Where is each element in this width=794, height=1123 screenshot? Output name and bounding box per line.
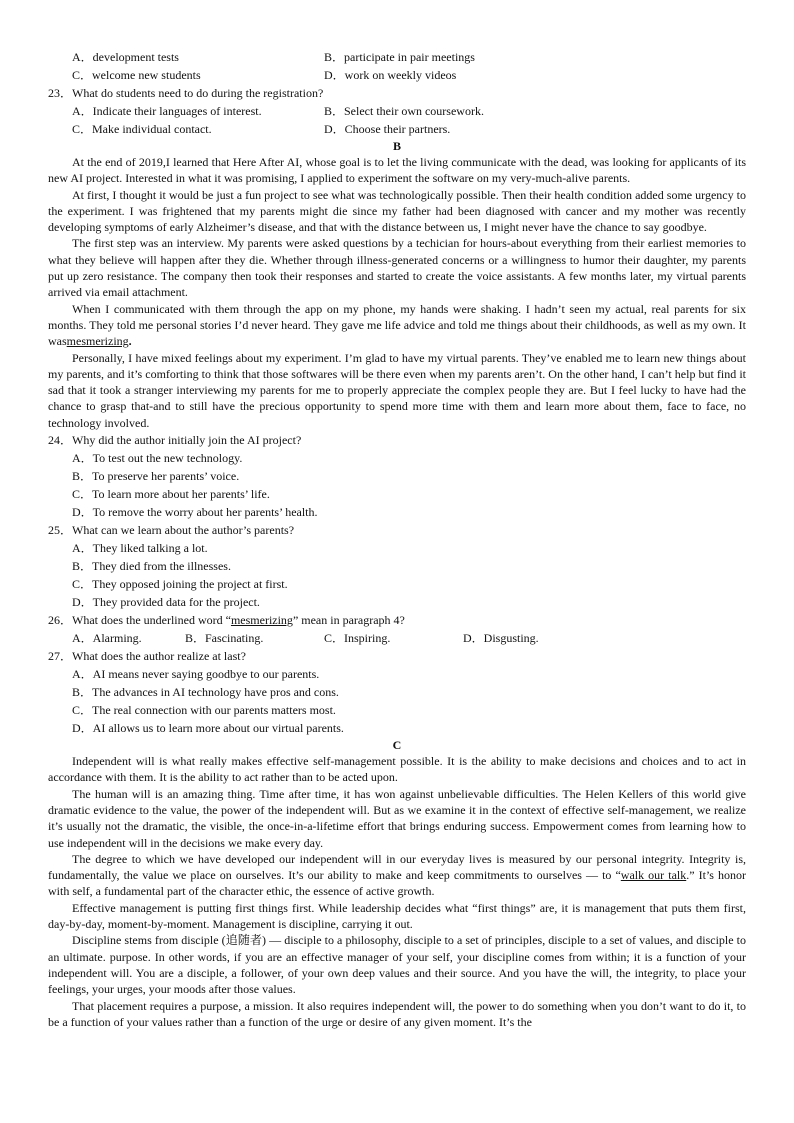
underlined-phrase-walk-our-talk: walk our talk <box>620 868 687 883</box>
q26-option-a: A．Alarming. <box>72 631 142 646</box>
q24-stem: 24．Why did the author initially join the AI project? <box>48 433 302 448</box>
q27-option-b: B．The advances in AI technology have pros and cons. <box>72 685 339 700</box>
q26-stem <box>48 611 746 629</box>
q26-option-c: C．Inspiring. <box>324 631 391 646</box>
q25-option-b: B．They died from the illnesses. <box>72 559 231 574</box>
section-c-title: C <box>392 738 402 753</box>
q24-option-b: B．To preserve her parents’ voice. <box>72 469 240 484</box>
passage-b-paragraph-2: At first, I thought it would be just a fun project to see what was technologically possible. Then their health condition added some urgency to the experiment. I was frightened that my parents might die since my father had been diagnosed with cancer and my mother was recently developing symptoms of early Alzheimer’s disease, and that with the distance between us, I might never have the chance to say goodbye. <box>48 187 746 235</box>
passage-c-paragraph-5: Discipline stems from disciple (追随者) — disciple to a philosophy, disciple to a set of principles, disciple to a set of values, and disciple to an ultimate. purpose. In other words, if you are an effective manager of your self, your discipline comes from within; it is a function of your independent will. You are a disciple, a follower, of your own deep values and their source. And you have the will, the integrity, to place your feelings, your urges, your moods after those values. <box>48 933 746 997</box>
passage-b-p4-end: . <box>128 334 132 349</box>
q24-option-a: A．To test out the new technology. <box>72 451 243 466</box>
q26-stem-post: ” mean in paragraph 4? <box>292 613 405 628</box>
passage-c-paragraph-4: Effective management is putting first things first. While leadership decides what “first things” are, it is management that puts them first, day-by-day, moment-by-moment. Management is discipline, carrying it out. <box>48 900 746 932</box>
q27-option-c: C．The real connection with our parents matters most. <box>72 703 336 718</box>
passage-c-paragraph-6: That placement requires a purpose, a mission. It also requires independent will, the power to do something when you don’t want to do it, to be a function of your values rather than a function of the urge or desire of any given moment. It’s the <box>48 998 746 1029</box>
passage-c-p3-end: .” It’s honor with self, a fundamental part of the character ethic, the essence of active growth. <box>48 868 747 899</box>
q22-option-a: A．development tests <box>72 50 179 64</box>
q22-option-d: D．work on weekly videos <box>324 68 457 82</box>
section-b-title: B <box>392 139 401 153</box>
passage-c-paragraph-2: The human will is an amazing thing. Time after time, it has won against unbelievable difficulties. The Helen Kellers of this world give dramatic evidence to the value, the power of the independent will. But as we examine it in the context of effective self-management, we realize it’s usually not the dramatic, the visible, the once-in-a-lifetime effort that brings enduring success. Empowerment comes from learning how to use independent will in the decisions we make every day. <box>48 786 746 850</box>
q26-stem-pre: 26．What does the underlined word “ <box>48 613 231 628</box>
q27-stem: 27．What does the author realize at last? <box>48 649 246 664</box>
passage-c-p3-text: The degree to which we have developed our independent will in our everyday lives is measured by our personal integrity. Integrity is, fundamentally, the value we place on ourselves. It’s our ability to make and keep commitments to ourselves — to “ <box>48 851 746 883</box>
q26-options-row <box>48 629 746 647</box>
q23-option-c: C．Make individual contact. <box>72 122 212 136</box>
q25-option-c: C．They opposed joining the project at first. <box>72 577 288 592</box>
q23-option-b: B．Select their own coursework. <box>324 104 484 118</box>
passage-b-paragraph-1: At the end of 2019,I learned that Here After AI, whose goal is to let the living communicate with the dead, was looking for applicants of its new AI project. Interested in what it was promising, I applied to experiment the software on my very-much-alive parents. <box>48 155 746 186</box>
passage-b-paragraph-3: The first step was an interview. My parents were asked questions by a techician for hours-about everything from their earliest memories to what they believe will happen after they die. Whether through illness-generated concerns or a willingness to humor their daughter, my parents put up zero resistance. The company then took their responses and started to create the voice assistants. A few months later, my virtual parents arrived via email attachment. <box>48 236 746 300</box>
passage-b-p4-text: When I communicated with them through the app on my phone, my hands were shaking. I hadn’t seen my actual, real parents for six months. They told me personal stories I’d never heard. They gave me life advice and told me things about their childhoods, as well as my own. It was <box>48 301 746 349</box>
q26-stem-word: mesmerizing <box>230 613 293 628</box>
q25-option-d: D．They provided data for the project. <box>72 595 260 610</box>
q27-option-d: D．AI allows us to learn more about our virtual parents. <box>72 721 344 736</box>
q22-options-row-2 <box>48 66 746 84</box>
q27-option-a: A．AI means never saying goodbye to our parents. <box>72 667 320 682</box>
passage-c-paragraph-1: Independent will is what really makes effective self-management possible. It is the ability to make decisions and choices and to act in accordance with them. It is the ability to act rather than to be acted upon. <box>48 754 746 785</box>
q24-option-d: D．To remove the worry about her parents’ health. <box>72 505 318 520</box>
passage-b-paragraph-5: Personally, I have mixed feelings about my experiment. I’m glad to have my virtual parents. They’ve enabled me to learn new things about my parents, and it’s comforting to think that those softwares will be there even when my parents aren’t. On the other hand, I can’t help but find it sad that it took a stranger interviewing my parents for me to properly appreciate the complex people they are. But I feel lucky to have had the chance to grasp that-and to still have the precious opportunity to spend more time with them and learn more about them, face to face, no technology involved. <box>48 350 746 430</box>
q26-option-d: D．Disgusting. <box>463 631 539 646</box>
q23-options-row-2 <box>48 120 746 138</box>
q23-stem: 23．What do students need to do during the registration? <box>48 86 324 100</box>
q23-options-row-1 <box>48 102 746 120</box>
q22-option-b: B．participate in pair meetings <box>324 50 475 64</box>
passage-c-paragraph-3 <box>48 851 746 900</box>
q23-option-d: D．Choose their partners. <box>324 122 451 136</box>
q23-option-a: A．Indicate their languages of interest. <box>72 104 262 118</box>
q25-stem: 25．What can we learn about the author’s parents? <box>48 523 295 538</box>
q25-option-a: A．They liked talking a lot. <box>72 541 208 556</box>
passage-b-paragraph-4 <box>48 301 746 350</box>
q22-options-row-1 <box>48 48 746 66</box>
q22-option-c: C．welcome new students <box>72 68 201 82</box>
q24-option-c: C．To learn more about her parents’ life. <box>72 487 270 502</box>
q26-option-b: B．Fascinating. <box>185 631 264 646</box>
exam-page <box>48 48 746 1030</box>
underlined-word-mesmerizing: mesmerizing <box>66 334 129 349</box>
